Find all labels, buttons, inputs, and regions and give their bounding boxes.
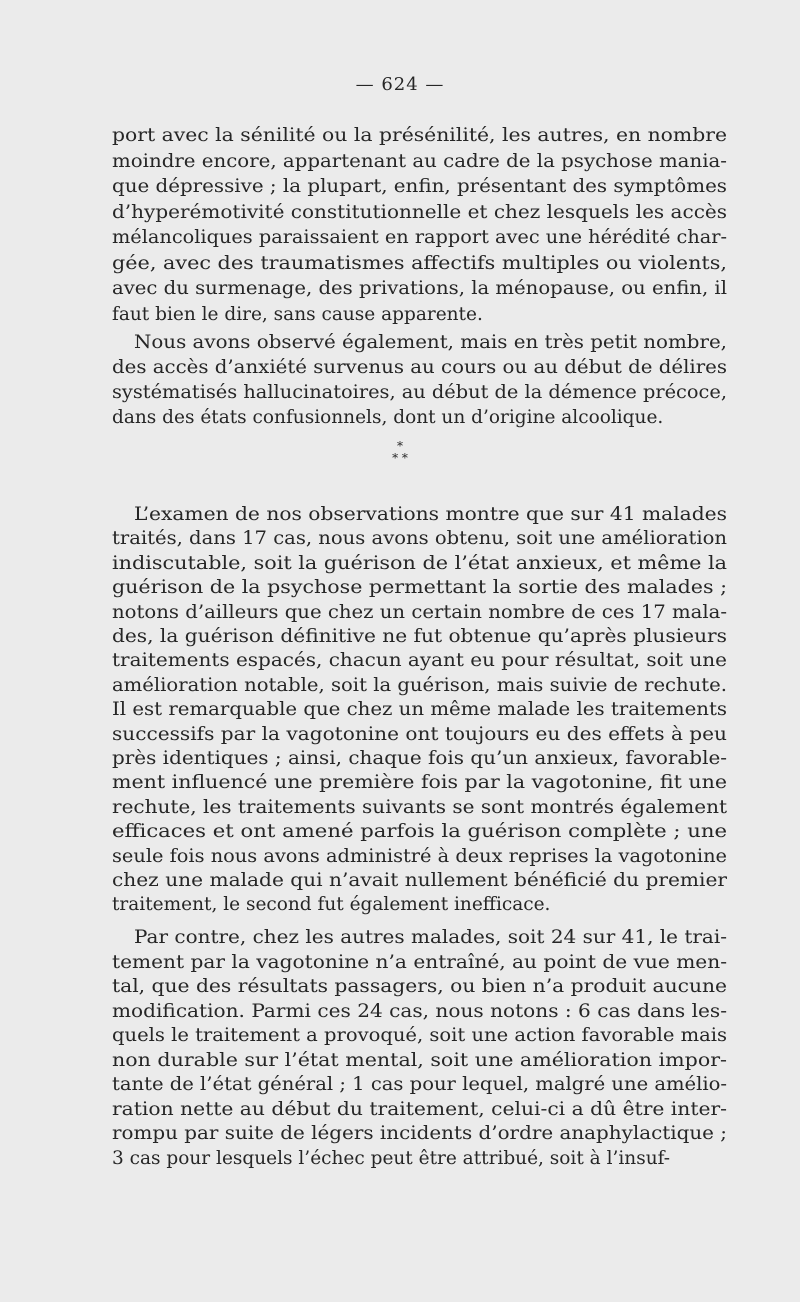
- text-line: Il est remarquable que chez un même malade les traitements: [112, 699, 727, 721]
- text-line: non durable sur l’état mental, soit une amélioration impor-: [112, 1049, 728, 1071]
- text-line: indiscutable, soit la guérison de l’état anxieux, et même la: [112, 552, 727, 574]
- text-line: notons d’ailleurs que chez un certain nombre de ces 17 mala-: [112, 601, 727, 623]
- text-line: Nous avons observé également, mais en très petit nombre,: [134, 332, 727, 353]
- text-line: ment influencé une première fois par la vagotonine, fit une: [112, 772, 727, 794]
- text-line: rechute, les traitements suivants se sont montrés également: [112, 796, 727, 818]
- text-line: quels le traitement a provoqué, soit une action favorable mais: [112, 1025, 728, 1046]
- text-line: port avec la sénilité ou la présénilité, les autres, en nombre: [112, 125, 727, 146]
- text-line: que dépressive ; la plupart, enfin, présentant des symptômes: [112, 176, 727, 197]
- text-line: guérison de la psychose permettant la sortie des malades ;: [112, 577, 727, 599]
- text-line: d’hyperémotivité constitutionnelle et chez lesquels les accès: [112, 201, 727, 223]
- text-line: traités, dans 17 cas, nous avons obtenu, soit une amélioration: [112, 528, 728, 550]
- text-line: seule fois nous avons administré à deux reprises la vagotonine: [112, 845, 728, 867]
- text-line: avec du surmenage, des privations, la ménopause, ou enfin, il: [112, 278, 727, 299]
- text-line: amélioration notable, soit la guérison, mais suivie de rechute.: [112, 674, 727, 696]
- separator-top: *: [397, 439, 403, 453]
- text-line: des, la guérison définitive ne fut obtenue qu’après plusieurs: [112, 626, 727, 647]
- text-line: 3 cas pour lesquels l’échec peut être attribué, soit à l’insuf-: [112, 1147, 671, 1169]
- page-number: — 624 —: [355, 74, 445, 95]
- text-line: moindre encore, appartenant au cadre de la psychose mania-: [112, 150, 727, 172]
- section-separator: [0, 440, 800, 464]
- text-line: ration nette au début du traitement, celui-ci a dû être inter-: [112, 1098, 727, 1120]
- text-line: rompu par suite de légers incidents d’ordre anaphylactique ;: [112, 1123, 727, 1144]
- text-line: Par contre, chez les autres malades, soit 24 sur 41, le trai-: [134, 927, 727, 948]
- text-line: systématisés hallucinatoires, au début de la démence précoce,: [112, 382, 727, 403]
- text-line: des accès d’anxiété survenus au cours ou au début de délires: [112, 357, 727, 378]
- separator-bottom: * *: [392, 451, 408, 465]
- text-line: efficaces et ont amené parfois la guérison complète ; une: [112, 821, 727, 843]
- text-line: tal, que des résultats passagers, ou bien n’a produit aucune: [112, 976, 727, 997]
- text-line: près identiques ; ainsi, chaque fois qu’un anxieux, favorable-: [112, 748, 727, 769]
- text-line: successifs par la vagotonine ont toujours eu des effets à peu: [112, 723, 727, 745]
- text-line: gée, avec des traumatismes affectifs multiples ou violents,: [112, 252, 727, 274]
- text-line: dans des états confusionnels, dont un d’origine alcoolique.: [112, 407, 664, 428]
- text-line: modification. Parmi ces 24 cas, nous notons : 6 cas dans les-: [112, 1000, 727, 1022]
- text-line: mélancoliques paraissaient en rapport avec une hérédité char-: [112, 227, 727, 248]
- text-line: traitements espacés, chacun ayant eu pour résultat, soit une: [112, 650, 727, 672]
- text-line: tement par la vagotonine n’a entraîné, au point de vue men-: [112, 951, 727, 973]
- text-line: traitement, le second fut également inefficace.: [112, 894, 551, 916]
- text-line: chez une malade qui n’avait nullement bénéficié du premier: [112, 870, 727, 891]
- text-line: faut bien le dire, sans cause apparente.: [112, 303, 483, 325]
- text-line: L’examen de nos observations montre que sur 41 malades: [134, 504, 727, 525]
- text-line: tante de l’état général ; 1 cas pour lequel, malgré une amélio-: [112, 1074, 727, 1095]
